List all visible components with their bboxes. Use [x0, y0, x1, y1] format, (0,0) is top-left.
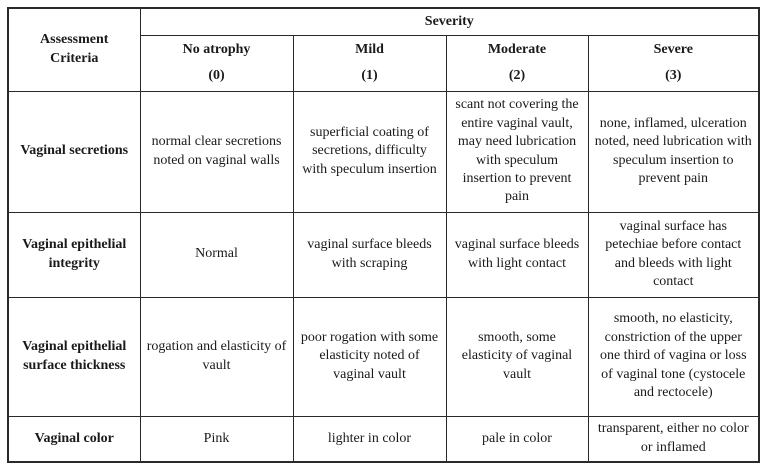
cell-no-atrophy: Normal — [140, 212, 293, 297]
table-row-vaginal-color — [8, 416, 759, 462]
assessment-criteria-header: Assessment Criteria — [8, 8, 140, 91]
cell-moderate: pale in color — [446, 416, 588, 462]
level-score: (1) — [361, 67, 378, 83]
cell-moderate: smooth, some elasticity of vaginal vault — [446, 297, 588, 416]
table-row-surface-thickness — [8, 297, 759, 416]
cell-severe: vaginal surface has petechiae before contact and bleeds with light contact — [588, 212, 759, 297]
severity-level-mild — [293, 35, 446, 91]
cell-mild: vaginal surface bleeds with scraping — [293, 212, 446, 297]
level-label: Moderate — [487, 42, 547, 58]
cell-no-atrophy: Pink — [140, 416, 293, 462]
header-row-severity — [8, 8, 759, 35]
vaginal-assessment-table — [7, 7, 760, 463]
severity-level-severe — [588, 35, 759, 91]
level-label: Mild — [355, 42, 384, 58]
table-row-epithelial-integrity — [8, 212, 759, 297]
severity-level-moderate — [446, 35, 588, 91]
cell-mild: lighter in color — [293, 416, 446, 462]
cell-mild: superficial coating of secretions, difficulty with speculum insertion — [293, 91, 446, 212]
criteria-cell: Vaginal epithelial integrity — [8, 212, 140, 297]
level-score: (0) — [208, 67, 225, 83]
severity-header: Severity — [140, 8, 759, 35]
cell-severe: none, inflamed, ulceration noted, need lubrication with speculum insertion to prevent pain — [588, 91, 759, 212]
level-label: Severe — [653, 42, 693, 58]
level-score: (3) — [665, 67, 682, 83]
level-label: No atrophy — [182, 42, 251, 58]
assessment-table-container — [7, 7, 760, 463]
cell-no-atrophy: rogation and elasticity of vault — [140, 297, 293, 416]
cell-moderate: vaginal surface bleeds with light contact — [446, 212, 588, 297]
cell-mild: poor rogation with some elasticity noted of vaginal vault — [293, 297, 446, 416]
criteria-cell: Vaginal epithelial surface thickness — [8, 297, 140, 416]
cell-severe: transparent, either no color or inflamed — [588, 416, 759, 462]
cell-no-atrophy: normal clear secretions noted on vaginal walls — [140, 91, 293, 212]
table-row-vaginal-secretions — [8, 91, 759, 212]
level-score: (2) — [508, 67, 526, 83]
severity-level-no-atrophy — [140, 35, 293, 91]
criteria-cell: Vaginal color — [8, 416, 140, 462]
cell-severe: smooth, no elasticity, constriction of the upper one third of vagina or loss of vaginal tone (cystocele and rectocele) — [588, 297, 759, 416]
cell-moderate: scant not covering the entire vaginal vault, may need lubrication with speculum insertion to prevent pain — [446, 91, 588, 212]
criteria-cell: Vaginal secretions — [8, 91, 140, 212]
